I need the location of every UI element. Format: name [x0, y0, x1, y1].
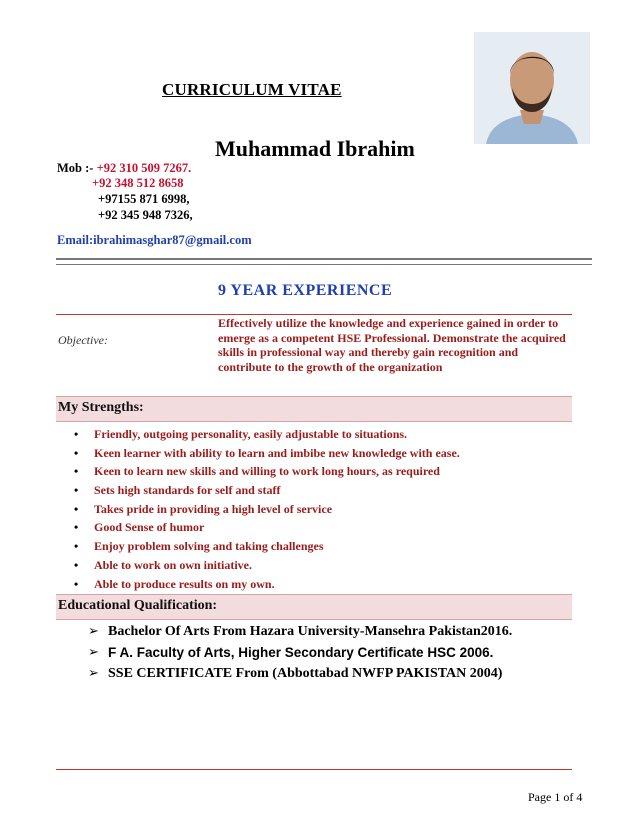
list-item: • Sets high standards for self and staff	[74, 483, 281, 498]
list-item: • Able to produce results on my own.	[74, 576, 275, 591]
phone-1: +92 310 509 7267.	[96, 161, 192, 175]
person-silhouette-icon	[474, 32, 590, 144]
bullet-icon: •	[74, 483, 79, 498]
document-title: CURRICULUM VITAE	[162, 80, 342, 99]
education-list	[88, 624, 512, 687]
arrow-bullet-icon: ➢	[88, 624, 99, 639]
list-item: • Keen learner with ability to learn and imbibe new knowledge with ease.	[74, 445, 460, 460]
education-section-bar	[56, 594, 572, 620]
phone-3: +97155 871 6998,	[98, 192, 190, 206]
mobile-line-1	[57, 161, 191, 176]
strengths-section-bar	[56, 396, 572, 422]
bullet-icon: •	[74, 576, 79, 591]
candidate-name: Muhammad Ibrahim	[215, 136, 415, 161]
objective-label: Objective:	[58, 333, 108, 347]
experience-heading: 9 YEAR EXPERIENCE	[218, 282, 393, 299]
page-number: Page 1 of 4	[528, 790, 583, 804]
list-item: • Able to work on own initiative.	[74, 557, 253, 572]
list-item: • Good Sense of humor	[74, 520, 205, 535]
list-item: ➢ SSE CERTIFICATE From (Abbottabad NWFP PAKISTAN 2004)	[88, 666, 503, 681]
list-item: ➢ F A. Faculty of Arts, Higher Secondary Certificate HSC 2006.	[88, 645, 494, 660]
bullet-icon: •	[74, 445, 79, 460]
list-item: • Friendly, outgoing personality, easily adjustable to situations.	[74, 427, 408, 441]
objective-text: Effectively utilize the knowledge and experience gained in order to emerge as a competent HSE Professional. Demonstrate the acquired skills in professional way and thereby gain recognition and contribute to the growth of the organization	[218, 316, 566, 374]
footer-rule	[56, 769, 572, 770]
header-divider	[56, 258, 592, 265]
list-item: ➢ Bachelor Of Arts From Hazara University-Mansehra Pakistan2016.	[88, 624, 513, 639]
mobile-label: Mob :-	[57, 161, 97, 175]
profile-photo	[474, 32, 590, 144]
email-address: Email:ibrahimasghar87@gmail.com	[57, 233, 252, 247]
bullet-icon: •	[74, 501, 79, 516]
bullet-icon: •	[74, 520, 79, 535]
phone-4: +92 345 948 7326,	[98, 208, 193, 222]
bullet-icon: •	[74, 464, 79, 479]
list-item: • Enjoy problem solving and taking challenges	[74, 539, 324, 554]
arrow-bullet-icon: ➢	[88, 645, 99, 660]
arrow-bullet-icon: ➢	[88, 666, 99, 681]
phone-2: +92 348 512 8658	[92, 176, 184, 190]
education-heading: Educational Qualification:	[58, 598, 218, 613]
list-item: • Keen to learn new skills and willing to work long hours, as required	[74, 464, 440, 479]
strengths-heading: My Strengths:	[58, 400, 144, 415]
objective-top-rule	[56, 314, 572, 315]
list-item: • Takes pride in providing a high level of service	[74, 501, 333, 516]
strengths-list	[58, 427, 568, 595]
bullet-icon: •	[74, 427, 79, 441]
bullet-icon: •	[74, 557, 79, 572]
bullet-icon: •	[74, 539, 79, 554]
